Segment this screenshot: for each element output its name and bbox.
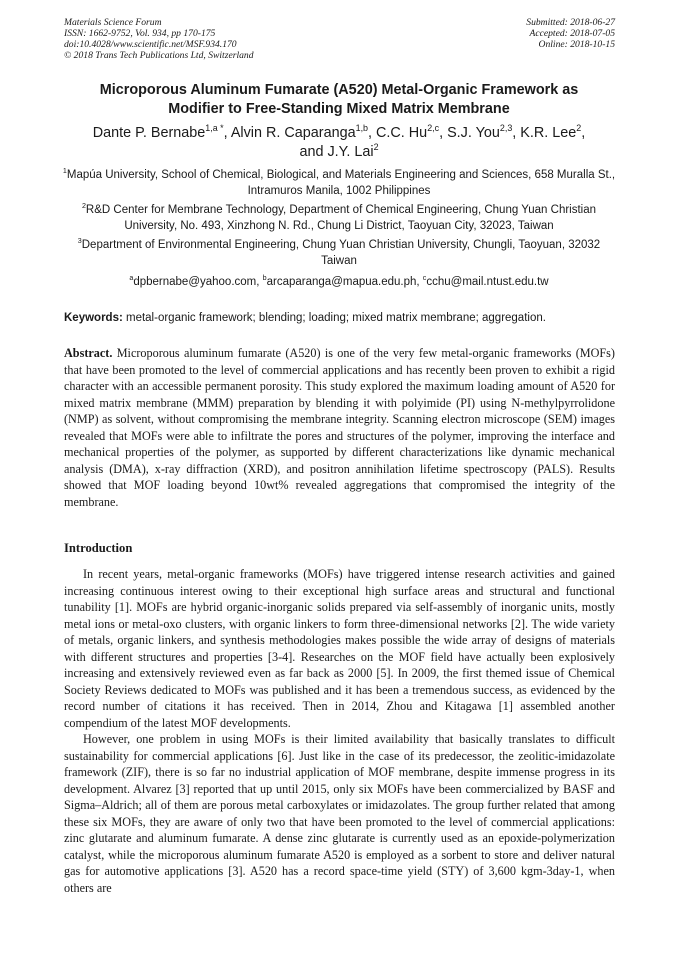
- author-separator: ,: [581, 125, 586, 141]
- author-name: Alvin R. Caparanga: [230, 125, 356, 141]
- affiliation-number: 3: [77, 237, 82, 246]
- email-list: [60, 275, 618, 291]
- keywords-line: [64, 311, 616, 326]
- author-separator: ,: [512, 125, 521, 141]
- publication-dates: [526, 17, 615, 50]
- affiliation-text: Department of Environmental Engineering, Chung Yuan Christian University, Chungli, Taoyuan, 32032 Taiwan: [81, 239, 601, 267]
- title-line-2: Modifier to Free-Standing Mixed Matrix Membrane: [168, 101, 510, 117]
- copyright-line: © 2018 Trans Tech Publications Ltd, Switzerland: [64, 50, 254, 61]
- introduction-heading: Introduction: [64, 541, 133, 555]
- author-affil-mark: 1,b: [355, 123, 368, 134]
- affiliation-text: Mapúa University, School of Chemical, Biological, and Materials Engineering and Sciences, 658 Muralla St., Intramuros Manila, 1002 Philippines: [66, 169, 616, 197]
- email-mark: a: [129, 274, 134, 283]
- keywords-label: Keywords:: [64, 312, 123, 324]
- journal-info: [64, 17, 254, 61]
- author-affil-mark: 2,c: [427, 123, 440, 134]
- author-affil-mark: 2: [576, 123, 582, 134]
- email-mark: b: [262, 274, 267, 283]
- doi-line: doi:10.4028/www.scientific.net/MSF.934.170: [64, 39, 237, 50]
- paper-title: [60, 81, 618, 119]
- online-date: Online: 2018-10-15: [538, 39, 615, 50]
- email-address: dpbernabe@yahoo.com,: [133, 276, 263, 288]
- author-name: K.R. Lee: [520, 125, 577, 141]
- author-name: S.J. You: [447, 125, 500, 141]
- affiliation-1: [60, 168, 618, 199]
- author: [520, 125, 585, 141]
- author-separator: ,: [368, 125, 376, 141]
- body-paragraph: However, one problem in using MOFs is their limited availability that basically translates to difficult sustainability for commercial applications [6]. Just like in the case of its predecessor, the zeolitic-imidazolate framework (ZIF), there is so far no industrial application of MOF membrane, despite immense progress in its development. Alvarez [3] reported that up until 2015, only six MOFs have been commercialized by BASF and Sigma–Aldrich; all of them are porous metal carboxylates or imidazolates. The group further related that among these six MOFs, they are aware of only two that have been promoted to the level of commercial applications: zinc glutarate and aluminum fumarate. A dense zinc glutarate is currently used as an epoxide-polymerization catalyst, while the microporous aluminum fumarate A520 is employed as a sorbent to store and deliver natural gas for automotive applications [3]. A520 has a record space-time yield (STY) of 3,600 kgm-3day-1, when others are: [64, 732, 615, 895]
- author-affil-mark: 1,a *: [205, 123, 224, 134]
- author: [299, 144, 378, 160]
- email-mark: c: [422, 274, 427, 283]
- abstract-paragraph: [64, 345, 615, 510]
- author-name: C.C. Hu: [376, 125, 428, 141]
- submitted-date: Submitted: 2018-06-27: [526, 17, 615, 28]
- author-separator: ,: [223, 125, 231, 141]
- journal-name: Materials Science Forum: [64, 17, 162, 28]
- author: [447, 125, 520, 141]
- email-address: arcaparanga@mapua.edu.ph,: [266, 276, 423, 288]
- author-name: and J.Y. Lai: [299, 144, 374, 160]
- affiliation-2: [60, 203, 618, 234]
- affiliation-number: 1: [62, 167, 67, 176]
- affiliation-number: 2: [81, 202, 86, 211]
- email-address: cchu@mail.ntust.edu.tw: [426, 276, 549, 288]
- title-line-1: Microporous Aluminum Fumarate (A520) Metal-Organic Framework as: [99, 82, 579, 98]
- author-affil-mark: 2: [373, 142, 379, 153]
- affiliation-3: [60, 238, 618, 269]
- keywords-text: metal-organic framework; blending; loading; mixed matrix membrane; aggregation.: [122, 312, 546, 324]
- author: [231, 125, 376, 141]
- body-paragraph: In recent years, metal-organic frameworks (MOFs) have triggered intense research activities and gained increasing continuous interest owing to their exceptional high surface areas and structural and functional tunability [1]. MOFs are hybrid organic-inorganic solids prepared via self-assembly of inorganic units, mostly metal ions or metal-oxo clusters, with organic linkers to form three-dimensional networks [2]. The wide variety of metals, organic linkers, and synthesis methodologies makes possible the wide array of designs of materials with different structures and properties [3-4]. Researches on the MOF field have actually been explosively increasing and extensively reviewed even as far back as 2000 [5]. In 2009, the first themed issue of Chemical Society Reviews dedicated to MOFs was published and it has been a tremendous success, as evidenced by the record number of citations it has received. Then in 2014, Zhou and Kitagawa [1] assembled another compendium of the latest MOF developments.: [64, 567, 615, 730]
- introduction-body: [64, 566, 615, 896]
- author-name: Dante P. Bernabe: [92, 125, 206, 141]
- affiliation-text: R&D Center for Membrane Technology, Department of Chemical Engineering, Chung Yuan Christian University, No. 493, Xinzhong N. Rd., Chung Li District, Taoyuan City, 32023, Taiwan: [85, 204, 597, 232]
- accepted-date: Accepted: 2018-07-05: [529, 28, 615, 39]
- author-affil-mark: 2,3: [499, 123, 513, 134]
- issn-line: ISSN: 1662-9752, Vol. 934, pp 170-175: [64, 28, 216, 39]
- author: [376, 125, 447, 141]
- author-separator: ,: [439, 125, 448, 141]
- author-list: [60, 124, 618, 162]
- abstract-text: Microporous aluminum fumarate (A520) is one of the very few metal-organic frameworks (MOFs) that have been promoted to the level of commercial applications and has recently been proven to exhibit a rigid character with an accessible permanent porosity. This study explored the maximum loading amount of A520 for mixed matrix membrane (MMM) preparation by blending it with polyimide (PI) using N-methylpyrrolidone (NMP) as solvent, without compromising the membrane integrity. Scanning electron microscope (SEM) images revealed that MOFs were able to infiltrate the pores and structures of the polymer, improving the interface and mechanical properties of the polymer, as supported by different characterizations like dynamic mechanical analysis (DMA), x-ray diffraction (XRD), and positron annihilation lifetime spectroscopy (PALS). Results showed that MOF loading beyond 10wt% revealed aggregations that compromised the integrity of the membrane.: [64, 346, 615, 509]
- author: [93, 125, 231, 141]
- abstract-label: Abstract.: [64, 346, 113, 360]
